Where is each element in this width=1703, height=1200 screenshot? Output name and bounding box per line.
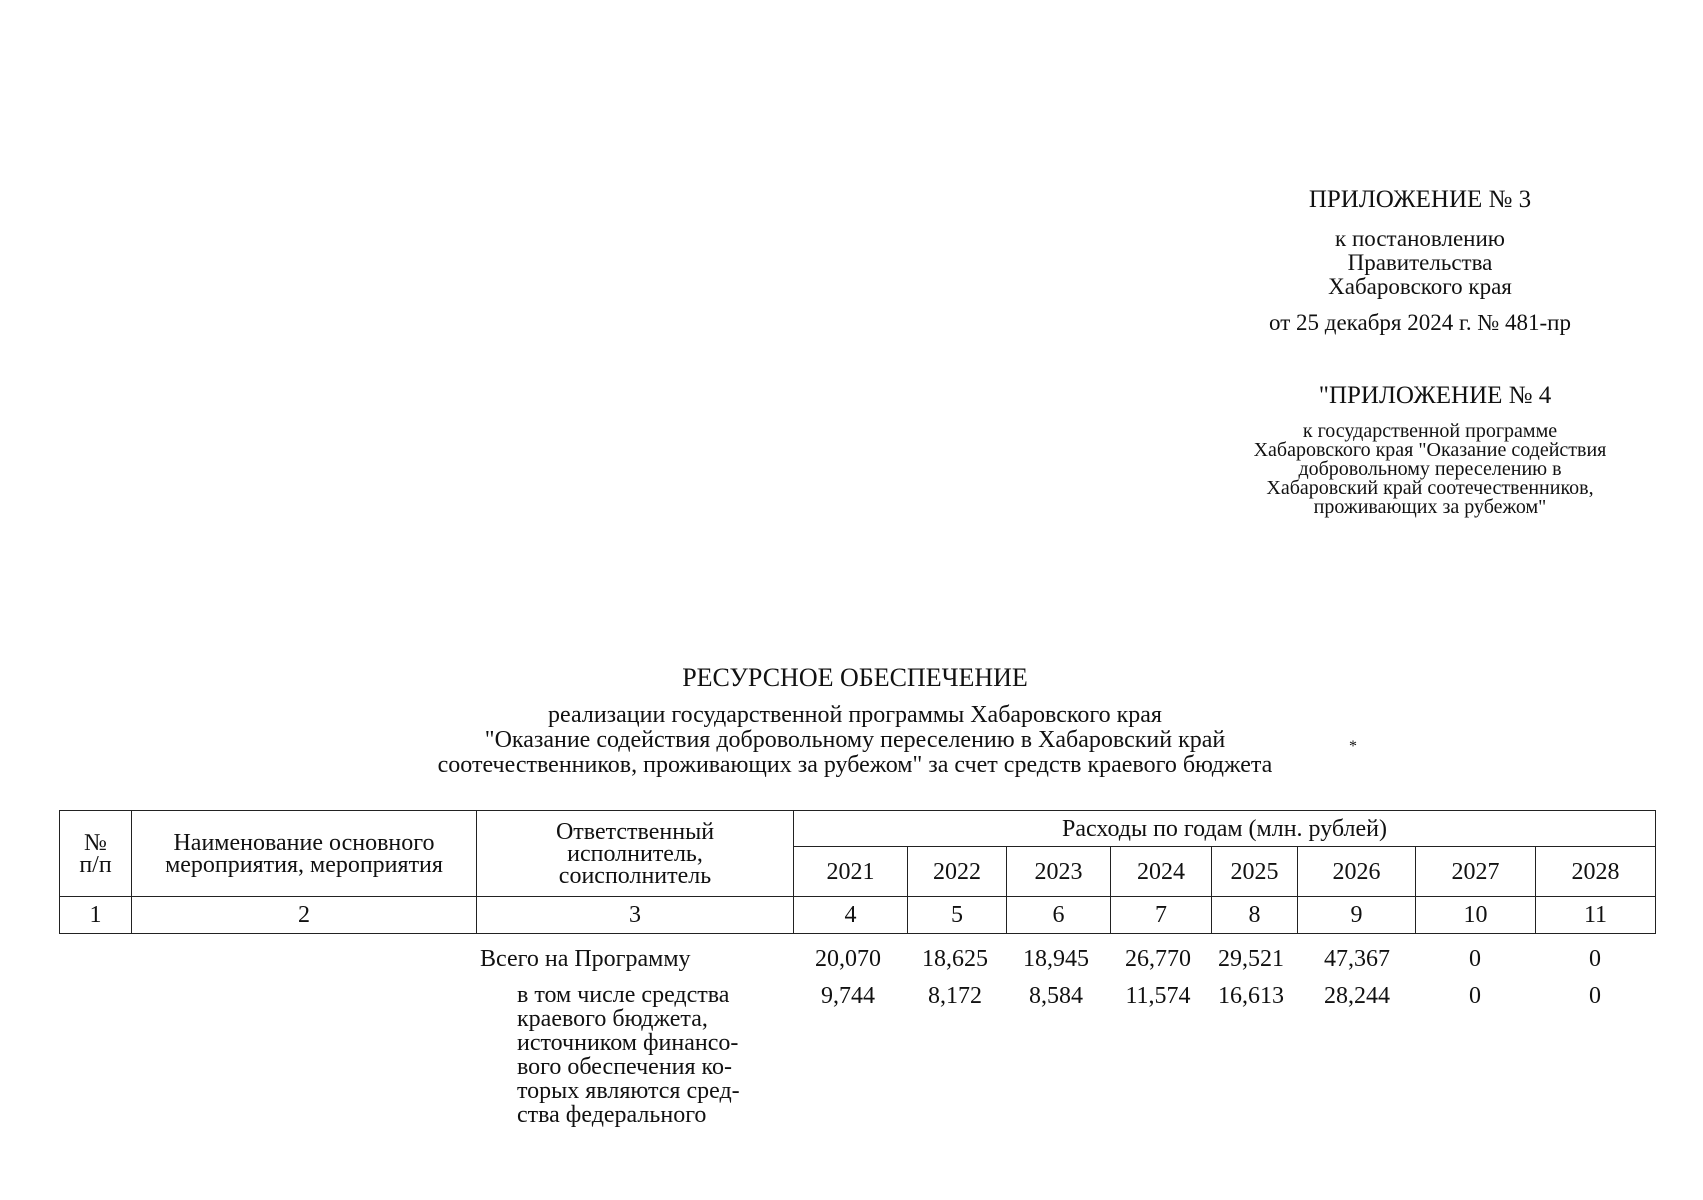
- year-header: 2024: [1111, 847, 1212, 897]
- resource-table: [59, 810, 1656, 934]
- index-cell: 3: [477, 897, 794, 934]
- heading-subline: реализации государственной программы Хабаровского края: [548, 702, 1162, 728]
- index-cell: 11: [1536, 897, 1656, 934]
- total-row-label: Всего на Программу: [480, 946, 691, 972]
- federal-value: 11,574: [1125, 983, 1191, 1009]
- index-cell: 6: [1007, 897, 1111, 934]
- col-number-header: № п/п: [60, 811, 132, 897]
- index-cell: 9: [1298, 897, 1416, 934]
- index-cell: 5: [908, 897, 1007, 934]
- document-heading: РЕСУРСНОЕ ОБЕСПЕЧЕНИЕ: [682, 663, 1028, 692]
- col-name-header: Наименование основного мероприятия, мероприятия: [132, 811, 477, 897]
- appendix4-line: Хабаровский край соотечественников,: [1266, 477, 1594, 499]
- federal-value: 8,584: [1029, 983, 1083, 1009]
- heading-subline: "Оказание содействия добровольному переселению в Хабаровский край: [484, 727, 1226, 753]
- appendix4-line: проживающих за рубежом": [1313, 496, 1547, 518]
- federal-value: 9,744: [821, 983, 875, 1009]
- index-cell: 2: [132, 897, 477, 934]
- year-header: 2023: [1007, 847, 1111, 897]
- appendix3-line: Хабаровского края: [1328, 274, 1512, 299]
- total-value: 0: [1469, 946, 1481, 972]
- year-header: 2025: [1212, 847, 1298, 897]
- appendix4-line: к государственной программе: [1302, 420, 1558, 442]
- footnote-asterisk: *: [1349, 738, 1357, 755]
- total-value: 47,367: [1324, 946, 1390, 972]
- federal-row-label: вого обеспечения ко-: [517, 1054, 732, 1080]
- total-value: 0: [1589, 946, 1601, 972]
- federal-value: 28,244: [1324, 983, 1390, 1009]
- index-cell: 8: [1212, 897, 1298, 934]
- year-header: 2027: [1416, 847, 1536, 897]
- appendix3-line: к постановлению: [1335, 226, 1505, 251]
- federal-row-label: торых являются сред-: [517, 1078, 740, 1104]
- total-value: 29,521: [1218, 946, 1284, 972]
- heading-subline: соотечественников, проживающих за рубежом" за счет средств краевого бюджета: [437, 752, 1273, 778]
- total-value: 18,625: [922, 946, 988, 972]
- index-cell: 1: [60, 897, 132, 934]
- federal-row-label: в том числе средства: [517, 982, 730, 1008]
- federal-row-label: ства федерального: [517, 1102, 707, 1128]
- appendix4-title: "ПРИЛОЖЕНИЕ № 4: [1318, 382, 1552, 409]
- total-value: 20,070: [815, 946, 881, 972]
- appendix3-title: ПРИЛОЖЕНИЕ № 3: [1308, 186, 1532, 213]
- appendix3-line: Правительства: [1347, 250, 1493, 275]
- federal-value: 8,172: [928, 983, 982, 1009]
- year-header: 2026: [1298, 847, 1416, 897]
- total-value: 26,770: [1125, 946, 1191, 972]
- federal-row-label: краевого бюджета,: [517, 1006, 708, 1032]
- index-cell: 4: [794, 897, 908, 934]
- appendix3-date-line: от 25 декабря 2024 г. № 481-пр: [1269, 310, 1571, 335]
- col-expenses-header: Расходы по годам (млн. рублей): [794, 811, 1656, 847]
- year-header: 2021: [794, 847, 908, 897]
- federal-row-label: источником финансо-: [517, 1030, 739, 1056]
- index-cell: 7: [1111, 897, 1212, 934]
- year-header: 2022: [908, 847, 1007, 897]
- appendix4-line: Хабаровского края "Оказание содействия: [1253, 439, 1607, 461]
- federal-value: 0: [1589, 983, 1601, 1009]
- federal-value: 16,613: [1218, 983, 1284, 1009]
- total-value: 18,945: [1023, 946, 1089, 972]
- year-header: 2028: [1536, 847, 1656, 897]
- col-executor-header: Ответственный исполнитель, соисполнитель: [477, 811, 794, 897]
- federal-value: 0: [1469, 983, 1481, 1009]
- appendix4-line: добровольному переселению в: [1298, 458, 1562, 480]
- index-cell: 10: [1416, 897, 1536, 934]
